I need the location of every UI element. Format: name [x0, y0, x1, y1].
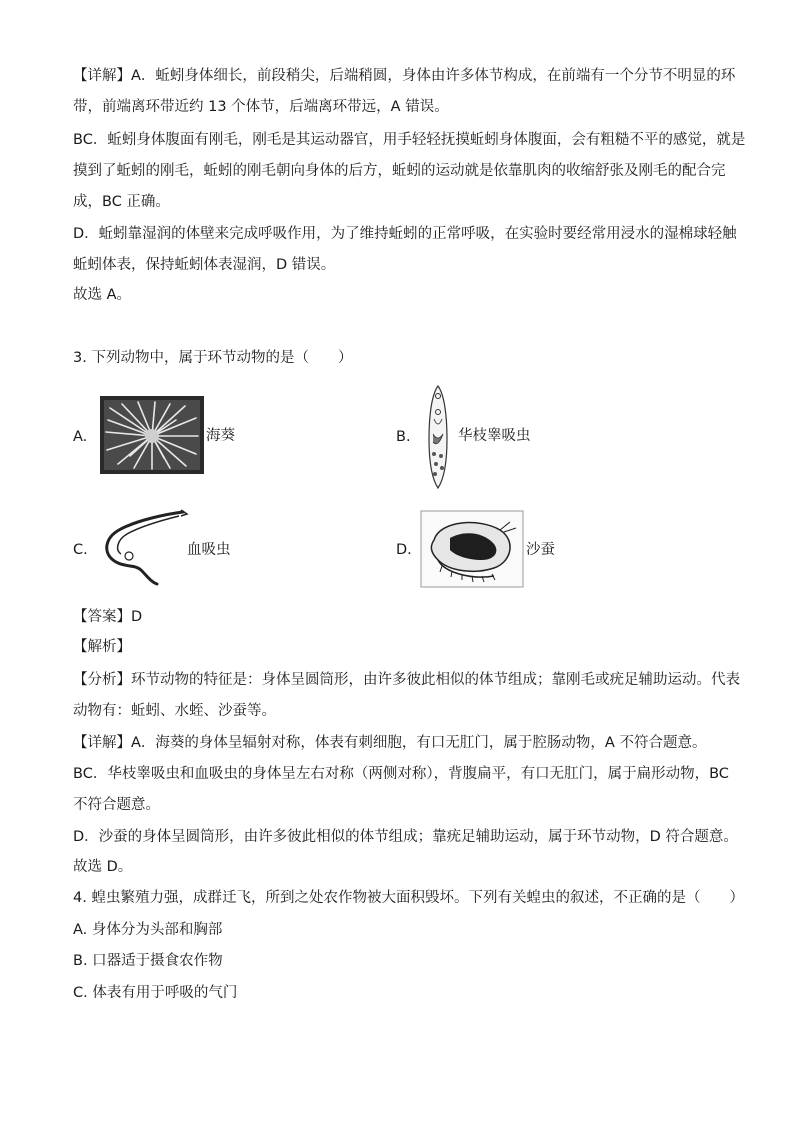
option-a-letter: A.	[73, 429, 88, 445]
analysis-line: 动物有：蚯蚓、水蛭、沙蚕等。	[73, 703, 276, 719]
option-b-letter: B.	[396, 429, 411, 445]
option-a-name: 海葵	[206, 428, 235, 444]
detail-line: 【详解】A．蚯蚓身体细长，前段稍尖，后端稍圆，身体由许多体节构成，在前端有一个分节不明显的环	[73, 68, 736, 84]
detail-line: 带，前端离环带近约 13 个体节，后端离环带远，A 错误。	[73, 99, 449, 115]
option-b-name: 华枝睾吸虫	[458, 428, 531, 444]
detail-line: BC．蚯蚓身体腹面有刚毛，刚毛是其运动器官，用手轻轻抚摸蚯蚓身体腹面，会有粗糙不平的感觉，就是	[73, 132, 746, 148]
analysis-heading: 【解析】	[73, 639, 131, 655]
detail-line: D．蚯蚓靠湿润的体壁来完成呼吸作用，为了维持蚯蚓的正常呼吸，在实验时要经常用浸水的湿棉球轻触	[73, 226, 737, 242]
option-c-name: 血吸虫	[187, 542, 231, 558]
detail-line: BC．华枝睾吸虫和血吸虫的身体呈左右对称（两侧对称），背腹扁平，有口无肛门，属于扁形动物，BC	[73, 766, 729, 782]
detail-line: 【详解】A．海葵的身体呈辐射对称，体表有刺细胞，有口无肛门，属于腔肠动物，A 不符合题意。	[73, 735, 707, 751]
detail-line: 摸到了蚯蚓的刚毛，蚯蚓的刚毛朝向身体的后方，蚯蚓的运动就是依靠肌肉的收缩舒张及刚毛的配合完	[73, 163, 726, 179]
question-4-stem: 4. 蝗虫繁殖力强，成群迁飞，所到之处农作物被大面积毁坏。下列有关蝗虫的叙述，不正确的是（ ）	[73, 890, 744, 906]
option-d-letter: D.	[396, 542, 412, 558]
option-a: A. 身体分为头部和胸部	[73, 922, 223, 938]
option-c: C. 体表有用于呼吸的气门	[73, 985, 238, 1001]
detail-line: 故选 A。	[73, 287, 132, 303]
liver-fluke-image	[422, 384, 454, 490]
blood-fluke-image	[97, 506, 189, 588]
question-3-stem: 3. 下列动物中，属于环节动物的是（ ）	[73, 350, 353, 366]
detail-line: D．沙蚕的身体呈圆筒形，由许多彼此相似的体节组成；靠疣足辅助运动，属于环节动物，D 符合题意。	[73, 829, 738, 845]
detail-line: 不符合题意。	[73, 797, 160, 813]
analysis-line: 【分析】环节动物的特征是：身体呈圆筒形，由许多彼此相似的体节组成；靠刚毛或疣足辅助运动。代表	[73, 672, 740, 688]
option-c-letter: C.	[73, 542, 88, 558]
clamworm-image	[420, 510, 524, 588]
sea-anemone-image	[100, 396, 204, 474]
option-b: B. 口器适于摄食农作物	[73, 953, 223, 969]
answer: 【答案】D	[73, 609, 143, 625]
option-d-name: 沙蚕	[526, 542, 555, 558]
detail-line: 成，BC 正确。	[73, 194, 170, 210]
detail-line: 故选 D。	[73, 859, 133, 875]
detail-line: 蚯蚓体表，保持蚯蚓体表湿润，D 错误。	[73, 257, 336, 273]
